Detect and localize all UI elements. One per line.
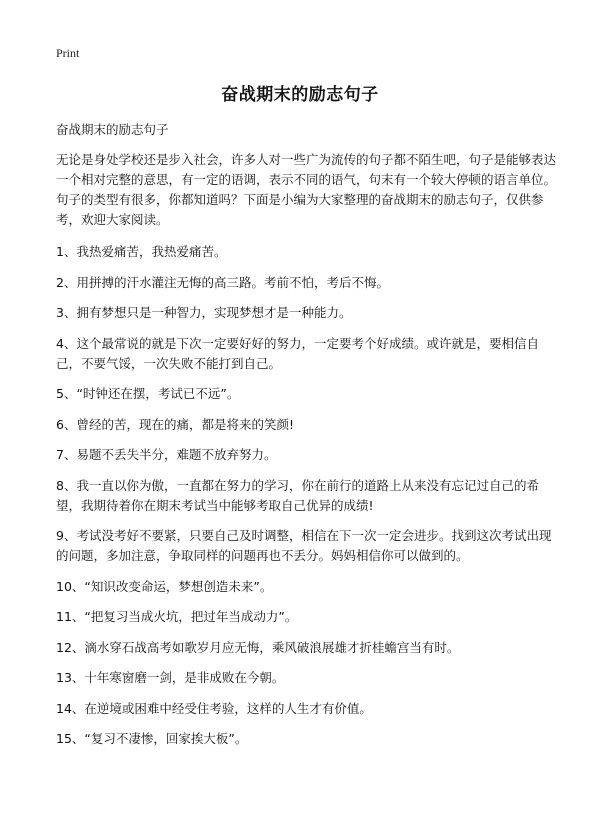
quote-list (56, 242, 556, 749)
quote-item: 3、拥有梦想只是一种智力，实现梦想才是一种能力。 (56, 305, 352, 320)
print-link[interactable]: Print (56, 46, 80, 60)
quote-item: 15、“复习不凄惨，回家挨大板”。 (56, 731, 248, 746)
quote-item: 11、“把复习当成火坑，把过年当成动力”。 (56, 609, 298, 624)
quote-item: 9、考试没考好不要紧，只要自己及时调整，相信在下一次一定会进步。找到这次考试出现的问题，多加注意，争取同样的问题再也不丢分。妈妈相信你可以做到的。 (56, 528, 552, 563)
quote-item: 1、我热爱痛苦，我热爱痛苦。 (56, 244, 227, 259)
article-intro: 无论是身处学校还是步入社会，许多人对一些广为流传的句子都不陌生吧，句子是能够表达一个相对完整的意思，有一定的语调，表示不同的语气，句末有一个较大停顿的语言单位。句子的类型有很多，你都知道吗？下面是小编为大家整理的奋战期末的励志句子，仅供参考，欢迎大家阅读。 (56, 152, 557, 227)
quote-item: 2、用拼搏的汗水灌注无悔的高三路。考前不怕，考后不悔。 (56, 274, 389, 290)
quote-item: 12、滴水穿石战高考如歌岁月应无悔，乘风破浪展雄才折桂蟾宫当有时。 (56, 639, 460, 655)
quote-item: 4、这个最常说的就是下次一定要好好的努力，一定要考个好成绩。或许就是，要相信自己，不要气馁，一次失败不能打到自己。 (56, 335, 539, 371)
quote-item: 13、十年寒窗磨一剑，是非成败在今朝。 (56, 670, 285, 685)
quote-item: 8、我一直以你为傲，一直都在努力的学习，你在前行的道路上从来没有忘记过自己的希望，我期待着你在期末考试当中能够考取自己优异的成绩! (56, 477, 539, 513)
page-title: 奋战期末的励志句子 (221, 85, 379, 105)
article-subtitle: 奋战期末的励志句子 (56, 122, 169, 137)
quote-item: 5、“时钟还在摆，考试已不远”。 (56, 386, 240, 401)
quote-item: 7、易题不丢失半分，难题不放弃努力。 (56, 447, 277, 462)
quote-item: 10、“知识改变命运，梦想创造未来”。 (56, 578, 273, 594)
quote-item: 6、曾经的苦，现在的痛，都是将来的笑颜! (56, 416, 294, 432)
quote-item: 14、在逆境或困难中经受住考验，这样的人生才有价值。 (56, 700, 372, 716)
article-body (56, 120, 556, 760)
